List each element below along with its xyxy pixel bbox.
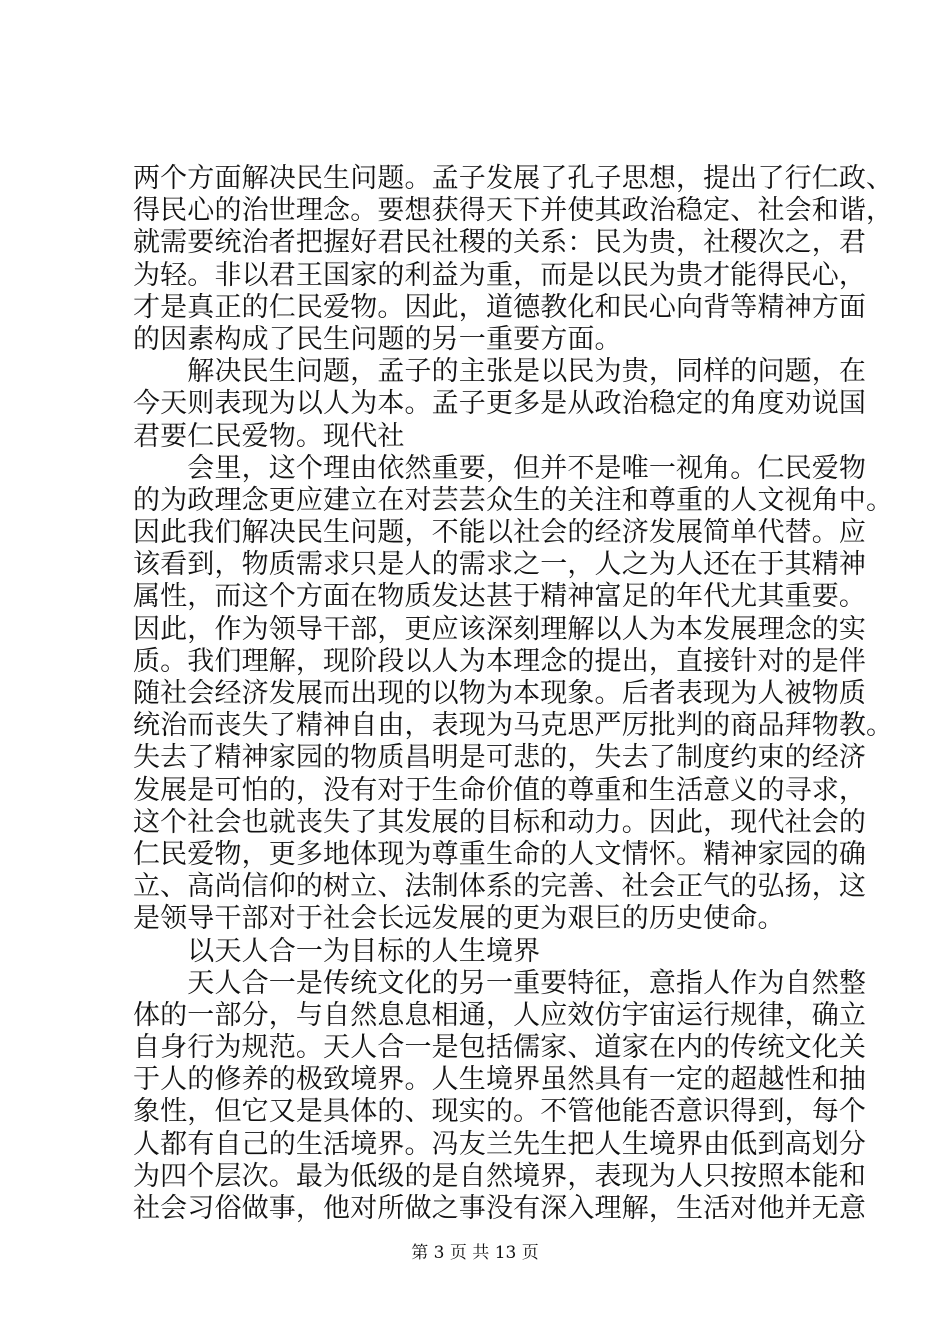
text-line: 人都有自己的生活境界。冯友兰先生把人生境界由低到高划分 [133,1128,867,1160]
text-line: 统治而丧失了精神自由，表现为马克思严厉批判的商品拜物教。 [133,710,894,742]
text-line: 立、高尚信仰的树立、法制体系的完善、社会正气的弘扬，这 [133,871,867,903]
text-line: 这个社会也就丧失了其发展的目标和动力。因此，现代社会的 [133,806,867,838]
text-line: 为四个层次。最为低级的是自然境界，表现为人只按照本能和 [133,1160,867,1192]
text-line: 仁民爱物，更多地体现为尊重生命的人文情怀。精神家园的确 [133,838,867,870]
text-line: 的为政理念更应建立在对芸芸众生的关注和尊重的人文视角中。 [133,484,894,516]
text-line: 属性，而这个方面在物质发达甚于精神富足的年代尤其重要。 [133,581,867,613]
text-line: 为轻。非以君王国家的利益为重，而是以民为贵才能得民心， [133,259,867,291]
text-line: 象性，但它又是具体的、现实的。不管他能否意识得到，每个 [133,1096,867,1128]
text-line: 得民心的治世理念。要想获得天下并使其政治稳定、社会和谐， [133,195,894,227]
text-line: 该看到，物质需求只是人的需求之一，人之为人还在于其精神 [133,549,867,581]
text-line: 于人的修养的极致境界。人生境界虽然具有一定的超越性和抽 [133,1064,867,1096]
text-line: 随社会经济发展而出现的以物为本现象。后者表现为人被物质 [133,678,867,709]
text-line: 发展是可怕的，没有对于生命价值的尊重和生活意义的寻求， [133,774,867,806]
text-line: 质。我们理解，现阶段以人为本理念的提出，直接针对的是伴 [133,645,867,677]
text-line: 是领导干部对于社会长远发展的更为艰巨的历史使命。 [133,903,785,935]
text-line: 自身行为规范。天人合一是包括儒家、道家在内的传统文化关 [133,1032,867,1064]
text-line: 今天则表现为以人为本。孟子更多是从政治稳定的角度劝说国 [133,388,867,420]
text-line: 的因素构成了民生问题的另一重要方面。 [133,323,622,355]
body-text [133,163,894,1225]
text-line: 会里，这个理由依然重要，但并不是唯一视角。仁民爱物 [133,452,867,484]
text-line: 解决民生问题，孟子的主张是以民为贵，同样的问题，在 [133,356,867,388]
text-line: 天人合一是传统文化的另一重要特征，意指人作为自然整 [133,967,867,999]
text-line: 因此我们解决民生问题，不能以社会的经济发展简单代替。应 [133,517,867,549]
text-line: 两个方面解决民生问题。孟子发展了孔子思想，提出了行仁政、 [133,163,894,194]
text-line: 体的一部分，与自然息息相通，人应效仿宇宙运行规律，确立 [133,999,867,1031]
section-heading: 以天人合一为目标的人生境界 [133,935,541,967]
text-line: 就需要统治者把握好君民社稷的关系：民为贵，社稷次之，君 [133,227,867,259]
text-line: 因此，作为领导干部，更应该深刻理解以人为本发展理念的实 [133,613,867,645]
text-line: 失去了精神家园的物质昌明是可悲的，失去了制度约束的经济 [133,742,867,774]
page-number: 第 3 页 共 13 页 [411,1243,539,1263]
text-line: 社会习俗做事，他对所做之事没有深入理解，生活对他并无意 [133,1193,867,1224]
text-line: 君要仁民爱物。现代社 [133,420,405,452]
text-line: 才是真正的仁民爱物。因此，道德教化和民心向背等精神方面 [133,291,867,323]
